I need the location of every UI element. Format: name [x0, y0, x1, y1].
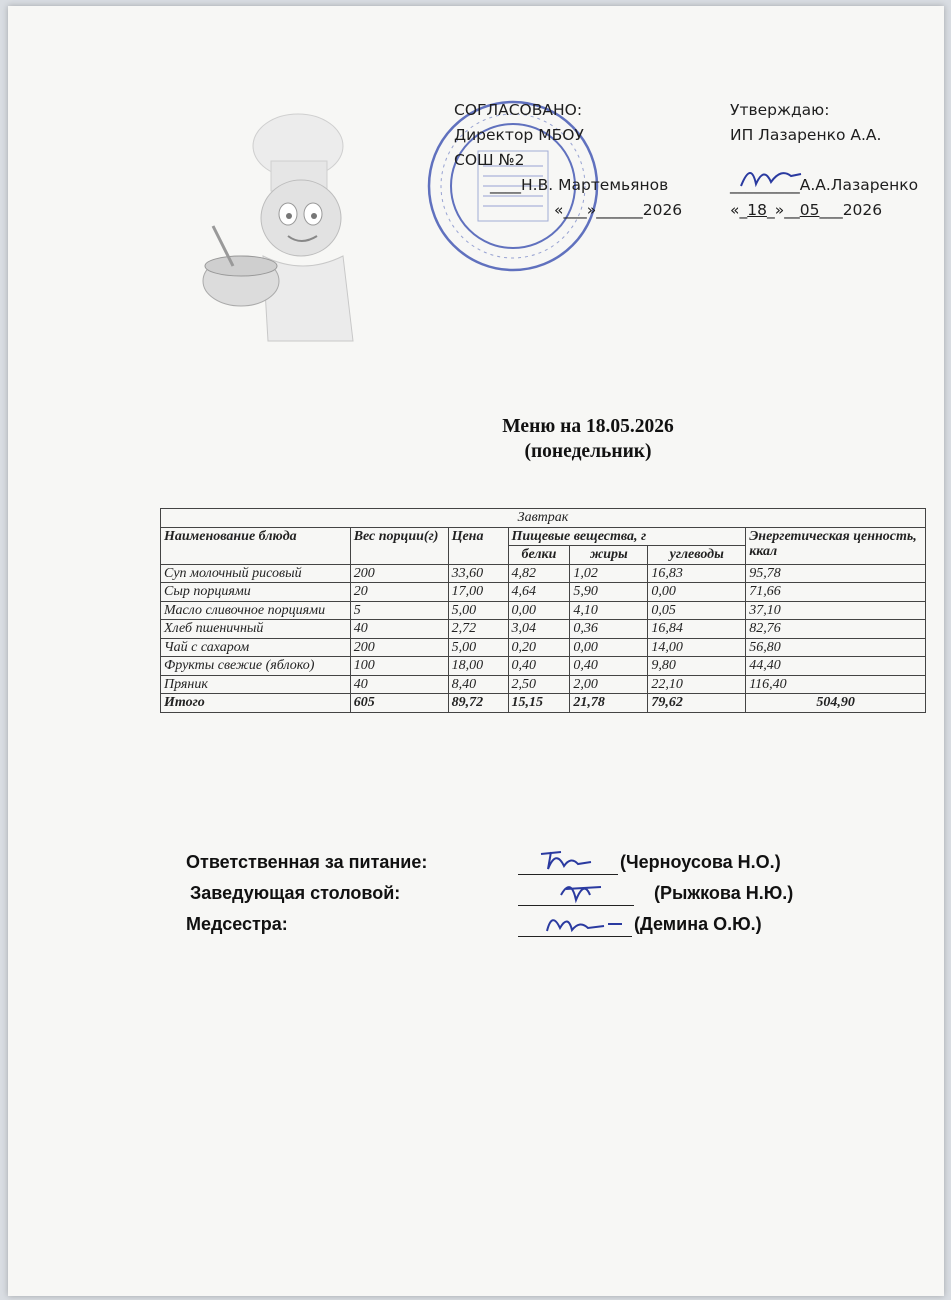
total-label: Итого — [161, 694, 351, 713]
ip-signature-scribble — [736, 156, 806, 196]
cell-name: Фрукты свежие (яблоко) — [161, 657, 351, 676]
cell-carbs: 9,80 — [648, 657, 746, 676]
ip-signature-line: _________А.А.Лазаренко — [730, 176, 919, 194]
signature-row — [186, 883, 866, 914]
meal-header: Завтрак — [161, 509, 926, 528]
school-name: СОШ №2 — [454, 151, 525, 169]
cell-price: 18,00 — [448, 657, 508, 676]
director-date-line: «___»______2026 — [554, 201, 683, 219]
responsible-signatures — [186, 852, 866, 945]
cell-energy: 71,66 — [746, 583, 926, 602]
menu-title — [388, 414, 788, 464]
cell-carbs: 0,05 — [648, 601, 746, 620]
cell-protein: 3,04 — [508, 620, 570, 639]
cell-weight: 40 — [350, 620, 448, 639]
cell-price: 5,00 — [448, 638, 508, 657]
cell-weight: 5 — [350, 601, 448, 620]
cell-energy: 44,40 — [746, 657, 926, 676]
director-name: Н.В. Мартемьянов — [521, 176, 669, 194]
cell-fat: 5,90 — [570, 583, 648, 602]
col-header-carbs: углеводы — [648, 546, 746, 565]
director-title: Директор МБОУ — [454, 126, 584, 144]
cell-name: Суп молочный рисовый — [161, 564, 351, 583]
signature-name: (Рыжкова Н.Ю.) — [654, 883, 794, 903]
signature-scribble — [536, 844, 616, 874]
cell-carbs: 16,84 — [648, 620, 746, 639]
cell-weight: 200 — [350, 564, 448, 583]
cell-weight: 20 — [350, 583, 448, 602]
menu-title-date: Меню на 18.05.2026 — [502, 416, 674, 437]
cell-name: Хлеб пшеничный — [161, 620, 351, 639]
approval-day: 18 — [747, 201, 767, 219]
signature-role: Медсестра: — [186, 914, 288, 934]
signature-name: (Черноусова Н.О.) — [620, 852, 781, 872]
cell-carbs: 16,83 — [648, 564, 746, 583]
cell-price: 17,00 — [448, 583, 508, 602]
col-header-energy: Энергетическая ценность, ккал — [746, 527, 926, 564]
cell-fat: 4,10 — [570, 601, 648, 620]
cell-protein: 0,00 — [508, 601, 570, 620]
table-row — [161, 583, 926, 602]
table-row — [161, 675, 926, 694]
signature-scribble — [556, 875, 616, 905]
menu-title-weekday: (понедельник) — [524, 441, 652, 462]
col-header-protein: белки — [508, 546, 570, 565]
col-header-price: Цена — [448, 527, 508, 564]
cell-weight: 100 — [350, 657, 448, 676]
cell-protein: 4,82 — [508, 564, 570, 583]
cell-fat: 0,00 — [570, 638, 648, 657]
chef-illustration — [193, 106, 373, 351]
cell-energy: 56,80 — [746, 638, 926, 657]
cell-price: 5,00 — [448, 601, 508, 620]
ip-date-line: «_18_»__05___2026 — [730, 201, 883, 219]
table-row — [161, 564, 926, 583]
cell-carbs: 14,00 — [648, 638, 746, 657]
menu-rows — [161, 564, 926, 694]
table-row — [161, 657, 926, 676]
signature-name: (Демина О.Ю.) — [634, 914, 762, 934]
cell-energy: 95,78 — [746, 564, 926, 583]
total-carbs: 79,62 — [648, 694, 746, 713]
approval-month: 05 — [799, 201, 820, 219]
total-weight: 605 — [350, 694, 448, 713]
cell-protein: 2,50 — [508, 675, 570, 694]
table-row — [161, 601, 926, 620]
cell-fat: 2,00 — [570, 675, 648, 694]
director-signature-line: ____Н.В. Мартемьянов — [490, 176, 669, 194]
cell-carbs: 22,10 — [648, 675, 746, 694]
col-header-name: Наименование блюда — [161, 527, 351, 564]
col-header-weight: Вес порции(г) — [350, 527, 448, 564]
cell-weight: 200 — [350, 638, 448, 657]
ip-signer-name: А.А.Лазаренко — [799, 176, 919, 194]
total-fat: 21,78 — [570, 694, 648, 713]
director-date: 2026 — [642, 201, 683, 219]
table-row — [161, 620, 926, 639]
cell-fat: 0,36 — [570, 620, 648, 639]
signature-role: Ответственная за питание: — [186, 852, 428, 872]
cell-name: Сыр порциями — [161, 583, 351, 602]
col-header-fat: жиры — [570, 546, 648, 565]
cell-energy: 37,10 — [746, 601, 926, 620]
cell-price: 8,40 — [448, 675, 508, 694]
cell-price: 33,60 — [448, 564, 508, 583]
cell-fat: 0,40 — [570, 657, 648, 676]
signature-role: Заведующая столовой: — [190, 883, 401, 903]
total-energy: 504,90 — [746, 694, 926, 713]
cell-protein: 0,20 — [508, 638, 570, 657]
cell-fat: 1,02 — [570, 564, 648, 583]
cell-price: 2,72 — [448, 620, 508, 639]
signature-row — [186, 914, 866, 945]
approved-label: Утверждаю: — [730, 101, 830, 119]
signature-row — [186, 852, 866, 883]
total-row — [161, 694, 926, 713]
cell-carbs: 0,00 — [648, 583, 746, 602]
total-protein: 15,15 — [508, 694, 570, 713]
approval-year: 2026 — [842, 201, 883, 219]
cell-protein: 4,64 — [508, 583, 570, 602]
cell-name: Пряник — [161, 675, 351, 694]
cell-name: Чай с сахаром — [161, 638, 351, 657]
cell-name: Масло сливочное порциями — [161, 601, 351, 620]
cell-energy: 116,40 — [746, 675, 926, 694]
table-row — [161, 638, 926, 657]
document-page — [8, 6, 944, 1296]
total-price: 89,72 — [448, 694, 508, 713]
col-header-nutrients: Пищевые вещества, г — [508, 527, 746, 546]
cell-weight: 40 — [350, 675, 448, 694]
cell-protein: 0,40 — [508, 657, 570, 676]
ip-name-line: ИП Лазаренко А.А. — [730, 126, 882, 144]
agreed-block — [454, 98, 734, 223]
cell-energy: 82,76 — [746, 620, 926, 639]
signature-scribble — [542, 906, 632, 936]
menu-table — [160, 508, 926, 713]
agreed-label: СОГЛАСОВАНО: — [454, 101, 583, 119]
